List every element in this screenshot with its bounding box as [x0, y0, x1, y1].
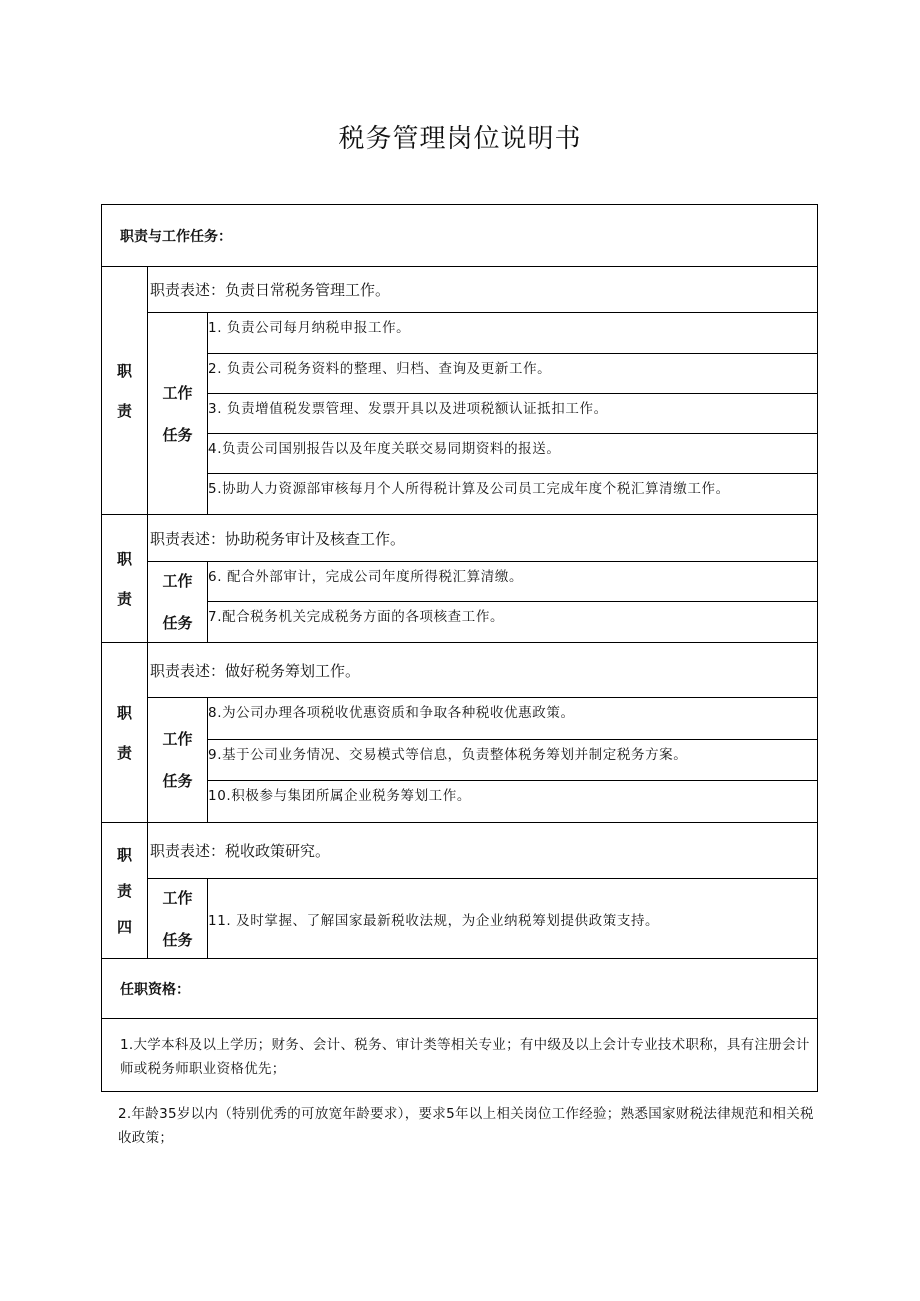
task-item: 8.为公司办理各项税收优惠资质和争取各种税收优惠政策。	[208, 698, 818, 740]
qualification-item: 1.大学本科及以上学历；财务、会计、税务、审计类等相关专业；有中级及以上会计专业技术职称，具有注册会计师或税务师职业资格优先；	[102, 1019, 818, 1092]
task-item: 7.配合税务机关完成税务方面的各项核查工作。	[208, 602, 818, 643]
task-item: 10.积极参与集团所属企业税务筹划工作。	[208, 781, 818, 823]
task-label: 工作 任务	[148, 698, 208, 823]
task-label: 工作 任务	[148, 879, 208, 959]
job-description-table	[101, 204, 818, 1092]
task-item: 11. 及时掌握、了解国家最新税收法规，为企业纳税筹划提供政策支持。	[208, 879, 818, 959]
duty-label: 职 责	[102, 643, 148, 823]
task-item: 3. 负责增值税发票管理、发票开具以及进项税额认证抵扣工作。	[208, 394, 818, 434]
task-item: 2. 负责公司税务资料的整理、归档、查询及更新工作。	[208, 354, 818, 394]
page-title: 税务管理岗位说明书	[338, 124, 582, 154]
duty-description: 职责表述：协助税务审计及核查工作。	[148, 515, 818, 562]
qualifications-header: 任职资格：	[102, 959, 818, 1019]
qualification-item: 2.年龄35岁以内（特别优秀的可放宽年龄要求），要求5年以上相关岗位工作经验；熟悉国家财税法律规范和相关税收政策；	[118, 1106, 814, 1146]
task-item: 5.协助人力资源部审核每月个人所得税计算及公司员工完成年度个税汇算清缴工作。	[208, 474, 818, 515]
task-label: 工作 任务	[148, 562, 208, 643]
duty-label: 职 责 四	[102, 823, 148, 959]
duty-description: 职责表述：负责日常税务管理工作。	[148, 267, 818, 313]
duty-description: 职责表述：税收政策研究。	[148, 823, 818, 879]
task-item: 1. 负责公司每月纳税申报工作。	[208, 313, 818, 354]
task-item: 4.负责公司国别报告以及年度关联交易同期资料的报送。	[208, 434, 818, 474]
duty-label: 职 责	[102, 515, 148, 643]
task-label: 工作 任务	[148, 313, 208, 515]
duty-description: 职责表述：做好税务筹划工作。	[148, 643, 818, 698]
task-item: 9.基于公司业务情况、交易模式等信息，负责整体税务筹划并制定税务方案。	[208, 740, 818, 781]
duty-label: 职 责	[102, 267, 148, 515]
section-header: 职责与工作任务：	[102, 205, 818, 267]
task-item: 6. 配合外部审计，完成公司年度所得税汇算清缴。	[208, 562, 818, 602]
